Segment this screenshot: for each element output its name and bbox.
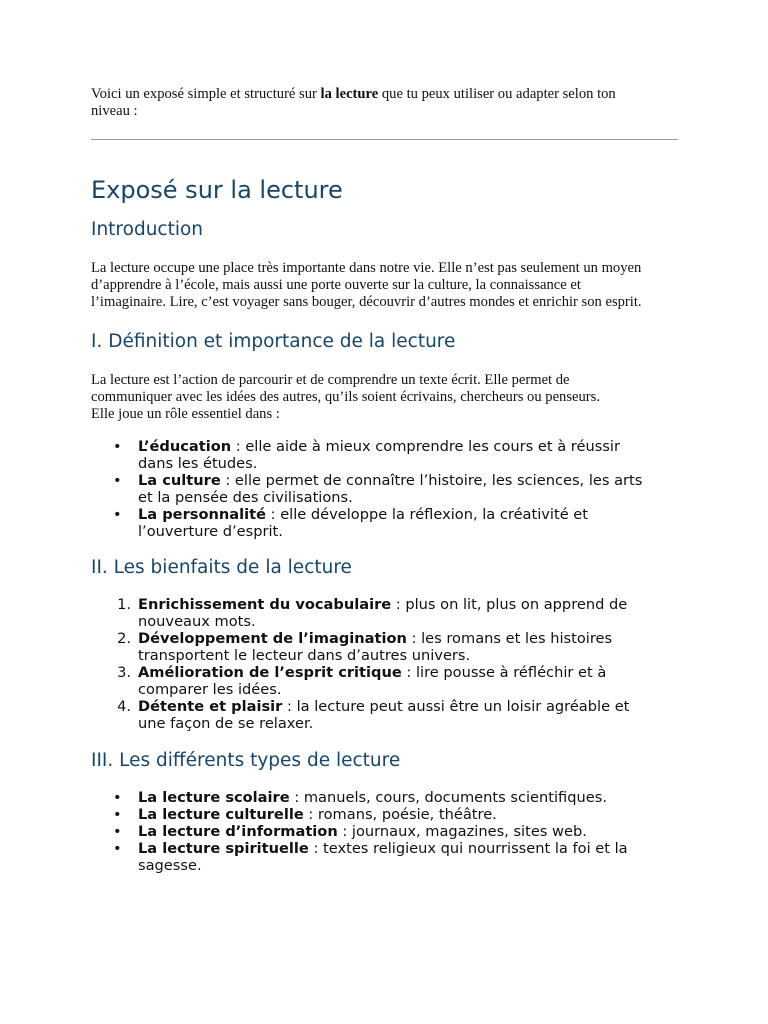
bullet-icon: • — [113, 789, 122, 806]
heading-section-3: III. Les différents types de lecture — [91, 750, 401, 771]
intro-note — [91, 86, 678, 120]
list-item: 3. Amélioration de l’esprit critique : lire pousse à réfléchir et à comparer les idées. — [117, 664, 607, 698]
paragraph-line: communiquer avec les idées des autres, qu’ils soient écrivains, chercheurs ou penseurs. — [91, 389, 600, 405]
bullet-icon: • — [113, 840, 122, 857]
paragraph-introduction — [91, 260, 678, 311]
list-item: • La lecture d’information : journaux, magazines, sites web. — [113, 823, 587, 840]
bullet-icon: • — [113, 506, 122, 523]
paragraph-line: La lecture occupe une place très importante dans notre vie. Elle n’est pas seulement un moyen — [91, 260, 642, 276]
paragraph-line: Elle joue un rôle essentiel dans : — [91, 406, 280, 422]
list-item: • La culture : elle permet de connaître l’histoire, les sciences, les arts et la pensée des civilisations. — [113, 472, 643, 506]
bullet-list-types — [91, 789, 678, 874]
paragraph-line: l’imaginaire. Lire, c’est voyager sans bouger, découvrir d’autres mondes et enrichir son esprit. — [91, 294, 642, 310]
list-item: 1. Enrichissement du vocabulaire : plus on lit, plus on apprend de nouveaux mots. — [117, 596, 628, 630]
intro-note-bold: la lecture — [320, 86, 379, 102]
heading-section-2: II. Les bienfaits de la lecture — [91, 557, 352, 578]
list-item: • L’éducation : elle aide à mieux comprendre les cours et à réussir dans les études. — [113, 438, 620, 472]
list-item: 4. Détente et plaisir : la lecture peut aussi être un loisir agréable et une façon de se relaxer. — [117, 698, 630, 732]
numbered-list-benefits — [91, 596, 678, 732]
list-item: • La personnalité : elle développe la réflexion, la créativité et l’ouverture d’esprit. — [113, 506, 589, 540]
list-item: • La lecture scolaire : manuels, cours, documents scientifiques. — [113, 789, 607, 806]
intro-note-line-1: Voici un exposé simple et structuré sur la lecture que tu peux utiliser ou adapter selon ton — [91, 86, 616, 102]
paragraph-line: La lecture est l’action de parcourir et de comprendre un texte écrit. Elle permet de — [91, 372, 570, 388]
list-item: • La lecture spirituelle : textes religieux qui nourrissent la foi et la sagesse. — [113, 840, 628, 874]
heading-introduction: Introduction — [91, 219, 204, 240]
paragraph-line: d’apprendre à l’école, mais aussi une porte ouverte sur la culture, la connaissance et — [91, 277, 581, 293]
bullet-list-roles — [91, 438, 678, 540]
intro-note-line-2: niveau : — [91, 103, 138, 119]
document-page — [91, 0, 678, 874]
paragraph-section-1 — [91, 372, 678, 423]
horizontal-divider — [91, 139, 678, 140]
heading-section-1: I. Définition et importance de la lecture — [91, 331, 456, 352]
bullet-icon: • — [113, 472, 122, 489]
list-item: • La lecture culturelle : romans, poésie, théâtre. — [113, 806, 497, 823]
bullet-icon: • — [113, 806, 122, 823]
bullet-icon: • — [113, 823, 122, 840]
bullet-icon: • — [113, 438, 122, 455]
document-title: Exposé sur la lecture — [91, 176, 343, 204]
list-item: 2. Développement de l’imagination : les romans et les histoires transportent le lecteur dans d’autres univers. — [117, 630, 613, 664]
